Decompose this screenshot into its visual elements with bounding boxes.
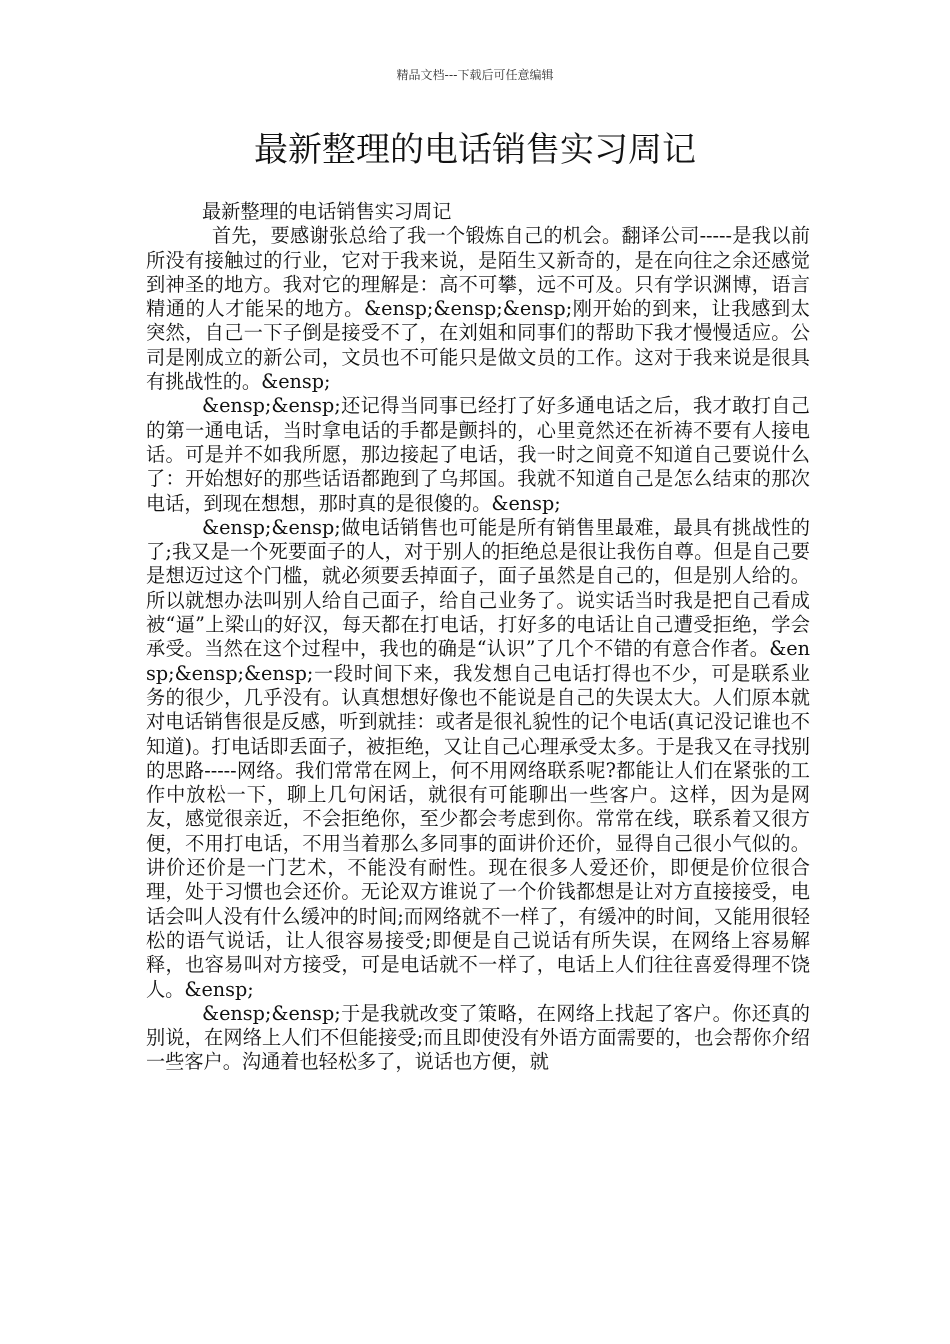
page-header: 精品文档---下载后可任意编辑 [396,68,554,82]
body-paragraph: &ensp;&ensp;于是我就改变了策略，在网络上找起了客户。你还真的别说，在网络上人们不但能接受;而且即使没有外语方面需要的，也会帮你介绍一些客户。沟通着也轻松多了，说话也方便，就 [146,1001,810,1074]
document-title: 最新整理的电话销售实习周记 [254,130,696,170]
body-paragraph: 首先，要感谢张总给了我一个锻炼自己的机会。翻译公司-----是我以前所没有接触过的行业，它对于我来说，是陌生又新奇的，是在向往之余还感觉到神圣的地方。我对它的理解是：高不可攀，远不可及。只有学识渊博，语言精通的人才能呆的地方。&ensp;&ensp;&ensp;刚开始的到来，让我感到太突然，自己一下子倒是接受不了，在刘姐和同事们的帮助下我才慢慢适应。公司是刚成立的新公司，文员也不可能只是做文员的工作。这对于我来说是很具有挑战性的。&ensp; [146,224,810,394]
body-paragraph: &ensp;&ensp;还记得当同事已经打了好多通电话之后，我才敢打自己的第一通电话，当时拿电话的手都是颤抖的，心里竟然还在祈祷不要有人接电话。可是并不如我所愿，那边接起了电话，我一时之间竟不知道自己要说什么了：开始想好的那些话语都跑到了乌邦国。我就不知道自己是怎么结束的那次电话，到现在想想，那时真的是很傻的。&ensp; [146,394,810,515]
body-paragraph: &ensp;&ensp;做电话销售也可能是所有销售里最难，最具有挑战性的了;我又是一个死要面子的人，对于别人的拒绝总是很让我伤自尊。但是自己要是想迈过这个门槛，就必须要丢掉面子，面子虽然是自己的，但是别人给的。所以就想办法叫别人给自己面子，给自己业务了。说实话当时我是把自己看成被“逼”上梁山的好汉，每天都在打电话，打好多的电话让自己遭受拒绝，学会承受。当然在这个过程中，我也的确是“认识”了几个不错的有意合作者。&ensp;&ensp;&ensp;一段时间下来，我发想自己电话打得也不少，可是联系业务的很少，几乎没有。认真想想好像也不能说是自己的失误太大。人们原本就对电话销售很是反感，听到就挂：或者是很礼貌性的记个电话(真记没记谁也不知道)。打电话即丢面子，被拒绝，又让自己心理承受太多。于是我又在寻找别的思路-----网络。我们常常在网上，何不用网络联系呢?都能让人们在紧张的工作中放松一下，聊上几句闲话，就很有可能聊出一些客户。这样，因为是网友，感觉很亲近，不会拒绝你，至少都会考虑到你。常常在线，联系着又很方便，不用打电话，不用当着那么多同事的面讲价还价，显得自己很小气似的。讲价还价是一门艺术，不能没有耐性。现在很多人爱还价，即便是价位很合理，处于习惯也会还价。无论双方谁说了一个价钱都想是让对方直接接受，电话会叫人没有什么缓冲的时间;而网络就不一样了，有缓冲的时间，又能用很轻松的语气说话，让人很容易接受;即便是自己说话有所失误，在网络上容易解释，也容易叫对方接受，可是电话就不一样了，电话上人们往往喜爱得理不饶人。&ensp; [146,515,810,1001]
document-body [146,200,810,1075]
document-subtitle: 最新整理的电话销售实习周记 [202,200,452,223]
